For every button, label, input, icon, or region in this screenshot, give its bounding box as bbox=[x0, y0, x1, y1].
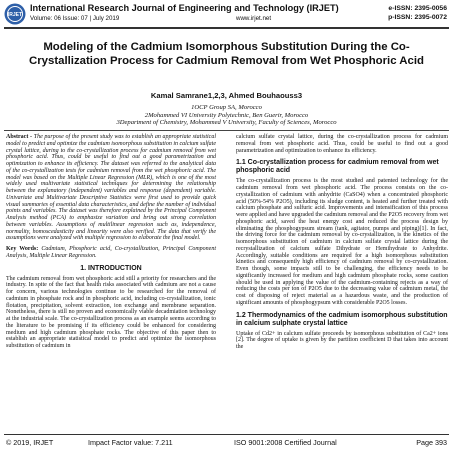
footer-impact-factor: Impact Factor value: 7.211 bbox=[88, 438, 173, 447]
abstract bbox=[6, 134, 216, 242]
left-column bbox=[6, 134, 216, 353]
right-column bbox=[236, 134, 448, 354]
keywords-text: Cadmium, Phosphoric acid, Co-crystallization, Principal Component Analysis, Multiple Linear Regression. bbox=[6, 246, 216, 259]
logo-text: IRJET bbox=[7, 12, 23, 19]
section-1-1-paragraph: The co-crystallization process is the most studied and patented technology for the cadmium removal from wet phosphoric acid. The process consists on the co-crystallization of cadmium with anhydrite (CaSO4) when a concentrated phosphoric acid (50%-54% P2O5), including its sludge content, is heated and further treated with calcium phosphate and sulfuric acid. Improvements and intensification of this process were applied and have upgraded the cadmium removal and the P2O5 recovery from wet phosphoric acid, saved the heat energy cost and reduced the process design by eliminating the phosphogypsum stream (tank, agitator, pumps and piping)[1]. In fact, the driving force for the cadmium removal by co-crystallization, is the kinetics of the isomorphous substitution of cadmium in calcium sulfate crystal lattice during the recrystallization of calcium sulfate Dihydrate or Hemihydrate to Anhydrite. Accordingly, suitable conditions are required for a high isomorphous substitution kinetics and consequently high efficiency of cadmium removal by co-crystallization. Even though, some impacts still to be challenging, the efficiency needs to be significantly increased for medium and high cadmium phosphate rocks, some caution should be used in applying the value of the cadmium-containing rejects as a way of reducing the costs per ton of P2O5 due to the decreasing value of cadmium metal, the cost of disposing of reject material as a hazardous waste, and the production of significant amounts of phosphogypsum with considerable P2O5 losses. bbox=[236, 178, 448, 306]
title-divider bbox=[4, 130, 449, 131]
volume-issue: Volume: 06 Issue: 07 | July 2019 bbox=[30, 15, 120, 22]
issn-e: e-ISSN: 2395-0056 bbox=[388, 5, 447, 12]
affiliation-3: 3Department of Chemistry, Mohammed V University, Faculty of Sciences, Morocco bbox=[116, 119, 337, 127]
header-divider bbox=[4, 27, 449, 29]
footer-iso: ISO 9001:2008 Certified Journal bbox=[234, 438, 337, 447]
footer-page-number: Page 393 bbox=[416, 438, 447, 447]
intro-heading: 1. INTRODUCTION bbox=[80, 264, 142, 272]
affiliation-1: 1OCP Group SA, Morocco bbox=[191, 104, 262, 111]
intro-paragraph: The cadmium removal from wet phosphoric acid still a priority for researchers and the industry. In spite of the fact that health risks associated with cadmium are not a cause for concern, various technologies continue to be researched for the removal of cadmium in phosphate rock and in phosphoric acid, including co-crystallization, ionic flotation, precipitation, solvent extraction, ion exchange and membrane separation. Nonetheless, there is still no proven and economically viable decadmiation technology at the industrial scale. The co-crystallization process as an example seems according to the literature to be promising if its efficiency could be enhanced for considering medium and high cadmium phosphate rocks. The objective of this paper then to establish an appropriate statistical model to predict and optimize the isomorphous substitution of cadmium in bbox=[6, 275, 216, 349]
footer-divider bbox=[4, 434, 449, 435]
footer-copyright: © 2019, IRJET bbox=[6, 438, 54, 447]
section-1-1-heading: 1.1 Co-crystallization process for cadmium removal from wet phosphoric acid bbox=[236, 159, 439, 175]
keywords-label: Key Words: bbox=[6, 246, 39, 252]
paper-title: Modeling of the Cadmium Isomorphous Substitution During the Co-Crystallization Process for Cadmium Removal from Wet Phosphoric Acid bbox=[29, 41, 424, 67]
section-1-2-paragraph: Uptake of Cd2+ in calcium sulfate proceeds by isomorphous substitution of Ca2+ ions [2]. The degree of uptake is given by the partition coefficient D that takes into account the bbox=[236, 330, 448, 350]
affiliation-2: 2Mohammed VI University Polytechnic, Ben Guerir, Morocco bbox=[144, 111, 309, 119]
abstract-label: Abstract - bbox=[6, 134, 33, 140]
journal-logo bbox=[4, 3, 26, 25]
journal-header bbox=[4, 2, 449, 28]
keywords bbox=[6, 246, 216, 260]
affiliations bbox=[20, 104, 433, 127]
abstract-text: The purpose of the present study was to establish an appropriate statistical model to predict and optimize the cadmium isomorphous substitution in calcium sulfate crystal lattice, during to the co-crystallization process for cadmium removal from wet phosphoric acid. Thus, could be useful to find out a good parametrization and optimization to enhance its efficiency. The dataset was referred to the analytical data of the co-crystallization tests for cadmium removal from the wet phosphoric acid. The model was based on the Multiple Linear Regression (MLR), which is one of the most widely used multivariate statistical techniques for determining the relationship between the explanatory (independent) variables and response (dependent) variable. Univariate and Multivariate Descriptive Statistics were first used to provide quick visual summaries of essential data characteristics, and define the number of individual points and variables. The dataset was therefore explained by the Principal Component Analysis method (PCA) to emphasize variation and bring out strong correlation between variables. Assumptions of multilinear regression such as, independence, normality, homoscedasticity and linearity were also verified. The data that verify the assumptions were analyzed with multiple regression to elaborate the final model. bbox=[6, 134, 216, 242]
journal-website[interactable]: www.irjet.net bbox=[236, 15, 272, 22]
section-1-2-heading: 1.2 Thermodynamics of the cadmium isomorphous substitution in calcium sulphate crystal lattice bbox=[236, 311, 448, 327]
paper-authors: Kamal Samrane1,2,3, Ahmed Bouhaouss3 bbox=[150, 91, 303, 100]
issn-block bbox=[388, 4, 447, 22]
issn-p: p-ISSN: 2395-0072 bbox=[388, 14, 447, 21]
journal-title: International Research Journal of Engineering and Technology (IRJET) bbox=[30, 3, 339, 13]
right-paragraph-0: calcium sulfate crystal lattice, during the co-crystallization process for cadmium removal from wet phosphoric acid. Thus, could be useful to find out a good parametrization and optimization to enhance its efficiency. bbox=[236, 134, 448, 154]
